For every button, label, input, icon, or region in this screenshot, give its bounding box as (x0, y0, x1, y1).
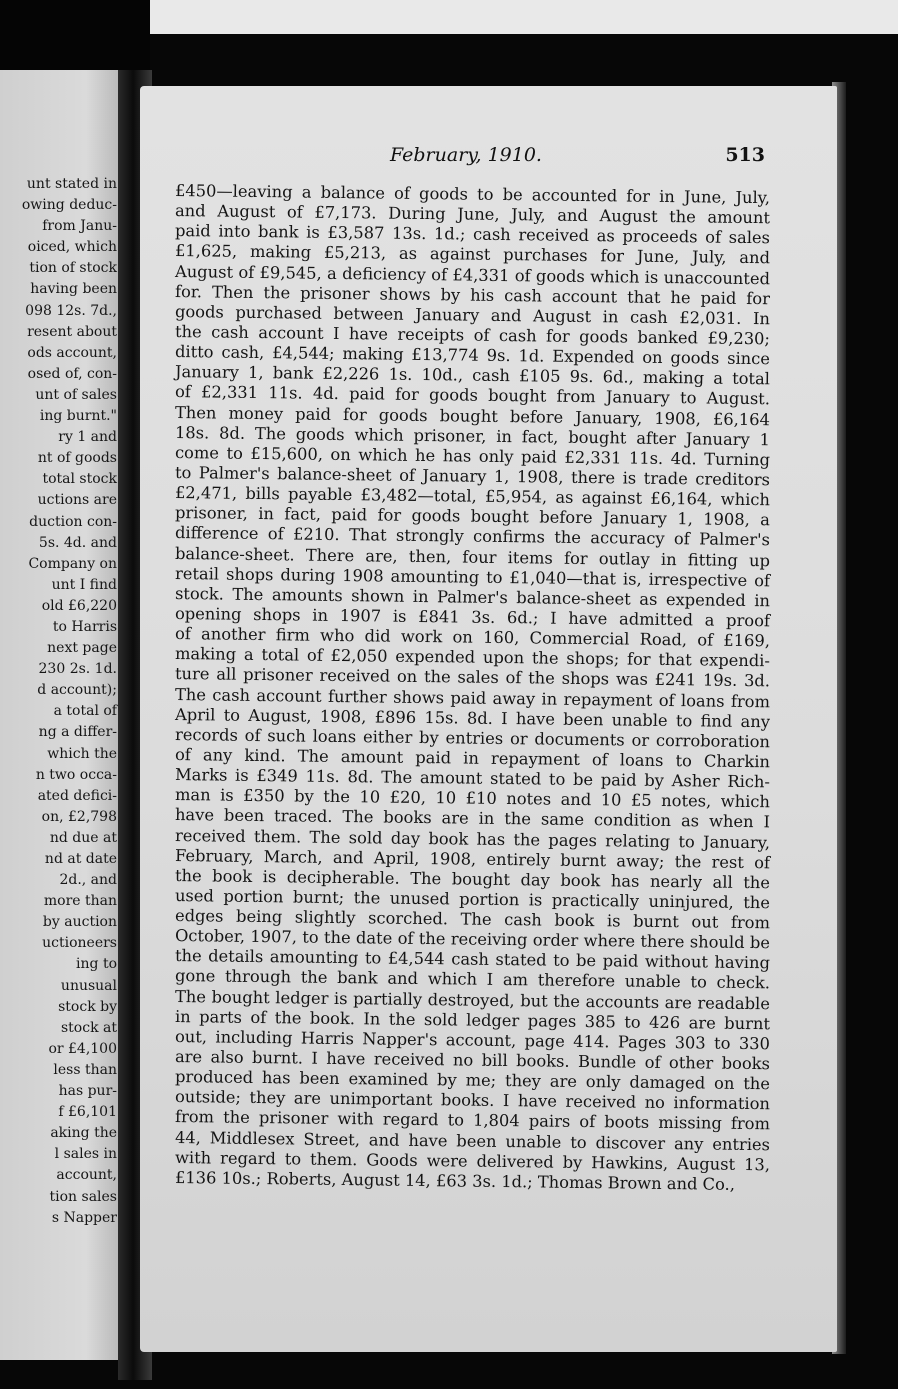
text-line: of any kind. The amount paid in repayment of loans to Charkin (174, 744, 771, 772)
left-line: total stock (42, 471, 117, 488)
text-line: £136 10s.; Roberts, August 14, £63 3s. 1d.; Thomas Brown and Co., (174, 1167, 736, 1194)
left-line: ated defici- (37, 787, 117, 804)
left-line: having been (30, 281, 117, 298)
text-line: 44, Middlesex Street, and have been unable to discover any entries (174, 1127, 771, 1154)
text-line: man is £350 by the 10 £20, 10 £10 notes and 10 £5 notes, which (174, 785, 771, 812)
left-line: d account); (37, 682, 117, 699)
text-line: outside; they are unimportant books. I have received no information (174, 1087, 771, 1114)
left-line: l sales in (54, 1146, 117, 1163)
text-line: of £2,331 11s. 4d. paid for goods bought from January to August. (174, 382, 771, 409)
text-line: out, including Harris Napper's account, page 414. Pages 303 to 330 (174, 1026, 771, 1054)
left-line: nd at date (44, 851, 117, 867)
text-line: the book is decipherable. The bought day book has nearly all the (174, 865, 771, 893)
left-line: next page (47, 640, 117, 657)
left-line: a total of (53, 703, 117, 720)
text-line: January 1, bank £2,226 1s. 10d., cash £105 9s. 6d., making a total (174, 362, 771, 389)
text-line: 18s. 8d. The goods which prisoner, in fact, bought after January 1 (174, 422, 771, 449)
text-line: the details amounting to £4,544 cash stated to be paid without having (174, 946, 771, 973)
text-line: The bought ledger is partially destroyed, but the accounts are readable (174, 986, 771, 1013)
text-line: gone through the bank and which I am therefore unable to check. (174, 966, 771, 993)
left-line: owing deduc- (21, 197, 117, 214)
text-line: have been traced. The books are in the same condition as when I (174, 805, 771, 832)
text-line: £1,625, making £5,213, as against purchases for June, July, and (174, 241, 771, 268)
left-page-text (22, 174, 117, 1229)
left-line: Company on (28, 555, 117, 572)
text-line: £450—leaving a balance of goods to be accounted for in June, July, (174, 181, 771, 208)
left-line: unt of sales (35, 386, 117, 403)
text-line: produced has been examined by me; they are only damaged on the (174, 1067, 771, 1094)
text-line: and August of £7,173. During June, July, and August the amount (174, 201, 771, 228)
left-line: ry 1 and (58, 429, 117, 446)
text-line: February, March, and April, 1908, entirely burnt away; the rest of (174, 845, 771, 872)
text-line: ture all prisoner received on the sales of the shops was £241 19s. 3d. (174, 664, 771, 691)
text-line: ditto cash, £4,544; making £13,774 9s. 1d. Expended on goods since (174, 342, 771, 369)
text-line: are also burnt. I have received no bill books. Bundle of other books (174, 1047, 771, 1074)
text-line: The cash account further shows paid away in repayment of loans from (174, 684, 771, 711)
text-line: for. Then the prisoner shows by his cash account that he paid for (174, 281, 771, 308)
left-line: osed of, con- (27, 365, 117, 382)
text-line: received them. The sold day book has the pages relating to January, (174, 825, 771, 852)
left-line: 5s. 4d. and (38, 534, 117, 551)
scan-border-top-left (0, 0, 150, 72)
text-line: paid into bank is £3,587 13s. 1d.; cash received as proceeds of sales (174, 221, 771, 248)
left-line: duction con- (29, 513, 117, 530)
left-line: 098 12s. 7d., (25, 302, 117, 319)
text-line: to Palmer's balance-sheet of January 1, 1908, there is trade creditors (174, 462, 771, 490)
text-line: goods purchased between January and August in cash £2,031. In (174, 301, 771, 329)
left-line: unusual (60, 977, 117, 994)
left-line: less than (53, 1061, 117, 1078)
left-line: ing burnt." (39, 408, 117, 425)
text-line: August of £9,545, a deficiency of £4,331 of goods which is unaccounted (174, 261, 771, 288)
left-line: unt stated in (26, 176, 117, 192)
left-line: from Janu- (42, 218, 117, 235)
text-line: Then money paid for goods bought before January, 1908, £6,164 (174, 402, 771, 429)
text-line: Marks is £349 11s. 8d. The amount stated to be paid by Asher Rich- (174, 765, 771, 792)
text-line: April to August, 1908, £896 15s. 8d. I have been unable to find any (174, 704, 771, 731)
left-line: s Napper (51, 1209, 117, 1226)
left-line: on, £2,798 (41, 808, 117, 825)
text-line: stock. The amounts shown in Palmer's balance-sheet as expended in (174, 583, 771, 611)
text-line: the cash account I have receipts of cash for goods banked £9,230; (174, 321, 771, 349)
left-line: 2d., and (59, 872, 117, 889)
text-line: retail shops during 1908 amounting to £1,040—that is, irrespective of (174, 563, 771, 590)
left-line: f £6,101 (58, 1104, 117, 1121)
text-line: October, 1907, to the date of the receiving order where there should be (174, 926, 771, 953)
text-line: of another firm who did work on 160, Commercial Road, of £169, (174, 624, 771, 651)
text-line: in parts of the book. In the sold ledger pages 385 to 426 are burnt (174, 1006, 771, 1034)
left-line: old £6,220 (41, 597, 117, 614)
text-line: from the prisoner with regard to 1,804 pairs of boots missing from (174, 1107, 771, 1134)
running-header (185, 140, 765, 170)
left-line: account, (56, 1167, 117, 1184)
left-line: stock by (58, 998, 117, 1015)
left-line: more than (43, 893, 117, 910)
left-line: ods account, (27, 344, 117, 361)
text-line: £2,471, bills payable £3,482—total, £5,954, as against £6,164, which (174, 483, 771, 510)
left-line: to Harris (52, 618, 117, 635)
text-line: balance-sheet. There are, then, four items for outlay in fitting up (174, 543, 771, 570)
text-line: records of such loans either by entries or documents or corroboration (174, 724, 771, 752)
left-line: oiced, which (27, 239, 117, 256)
left-line: stock at (61, 1019, 117, 1036)
text-line: used portion burnt; the unused portion is practically uninjured, the (174, 885, 771, 913)
body-text (174, 181, 771, 1194)
left-line: n two occa- (35, 766, 117, 783)
left-line: nt of goods (37, 450, 117, 467)
text-line: with regard to them. Goods were delivered by Hawkins, August 13, (174, 1147, 771, 1175)
left-line: resent about (27, 323, 117, 340)
scan-border-top (150, 0, 898, 34)
left-line: unt I find (51, 576, 117, 593)
left-line: ing to (76, 956, 117, 973)
header-date: February, 1910. (390, 144, 542, 166)
left-line: ng a differ- (38, 724, 117, 741)
text-line: prisoner, in fact, paid for goods bought before January 1, 1908, a (174, 503, 771, 530)
text-line: come to £15,600, on which he has only paid £2,331 11s. 4d. Turning (174, 442, 771, 470)
left-line: 230 2s. 1d. (38, 661, 117, 678)
left-line: or £4,100 (48, 1040, 117, 1057)
text-line: opening shops in 1907 is £841 3s. 6d.; I have admitted a proof (174, 603, 771, 631)
left-line: uctioneers (42, 935, 117, 952)
text-line: difference of £210. That strongly confirms the accuracy of Palmer's (174, 523, 771, 550)
left-line: by auction (42, 914, 117, 931)
left-page (0, 70, 123, 1360)
left-line: has pur- (58, 1083, 117, 1100)
left-line: uctions are (37, 492, 117, 509)
left-line: tion sales (49, 1188, 117, 1205)
page-number: 513 (725, 144, 765, 166)
left-line: which the (47, 745, 117, 762)
left-line: aking the (50, 1125, 117, 1142)
left-line: nd due at (49, 829, 117, 846)
text-line: edges being slightly scorched. The cash book is burnt out from (174, 906, 771, 933)
left-line: tion of stock (29, 260, 117, 277)
text-line: making a total of £2,050 expended upon the shops; for that expendi- (174, 644, 771, 671)
